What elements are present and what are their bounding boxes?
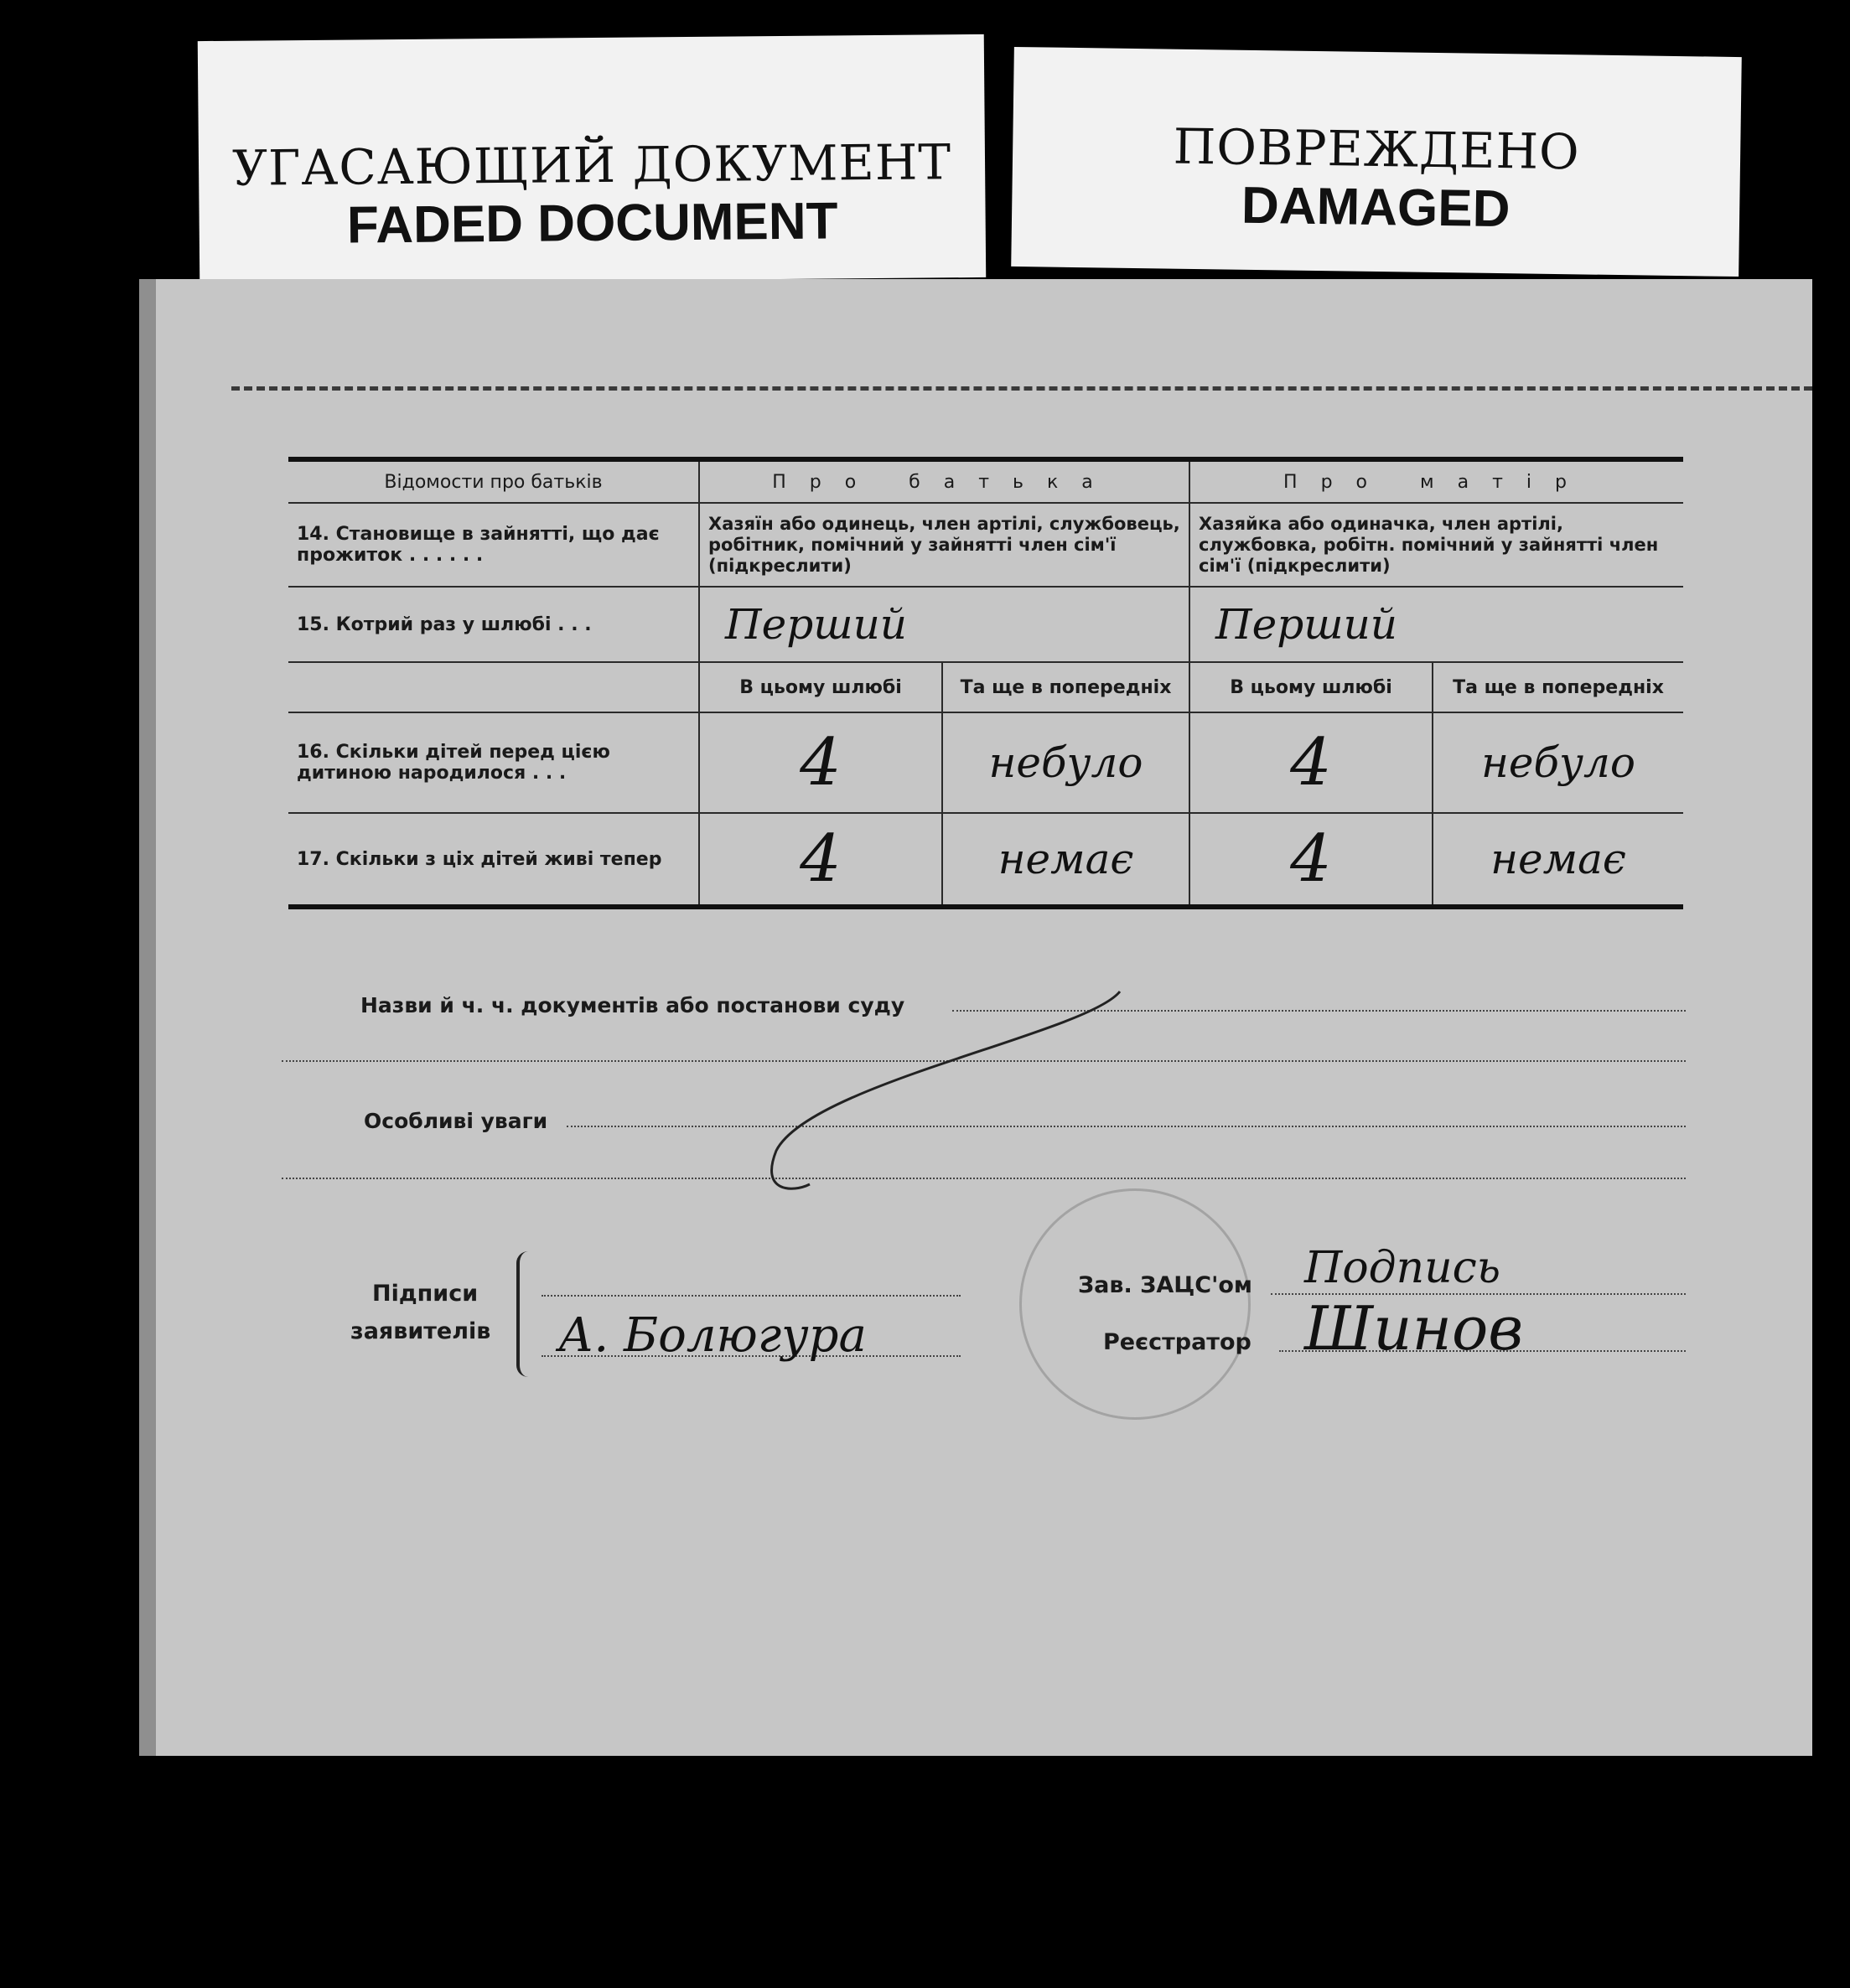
applicants-label-2: заявителів [350,1318,491,1344]
subheader-mother-this: В цьому шлюбі [1189,662,1433,712]
q15-label: 15. Котрий раз у шлюбі . . . [288,587,699,662]
applicant-signature: А. Болюгура [558,1308,867,1363]
q16-father-prev: небуло [942,712,1189,813]
cancel-stroke [156,279,1829,1756]
q16-father-this: 4 [699,712,942,813]
q15-father-value: Перший [699,587,1189,662]
subheader-father-prev: Та ще в попередніх [942,662,1189,712]
applicants-label-1: Підписи [372,1281,479,1307]
registrar-signature: Шинов [1304,1293,1524,1364]
damaged-label [1011,47,1742,277]
subheader-mother-prev: Та ще в попередніх [1433,662,1683,712]
faded-label-ru: УГАСАЮЩИЙ ДОКУМЕНТ [231,133,952,197]
registrar-label: Реєстратор [1103,1329,1251,1355]
q14-father-options: Хазяїн або одинець, член артілі, службовець, робітник, помічний у зайнятті член сім'ї (підкреслити) [699,503,1189,587]
faded-label-en: FADED DOCUMENT [346,192,838,255]
header-parents-info: Відомости про батьків [288,459,699,503]
faded-document-label [198,34,986,284]
q14-mother-options: Хазяйка або одиначка, член артілі, службовка, робітн. помічний у зайнятті член сім'ї (підкреслити) [1189,503,1683,587]
q14-label: 14. Становище в зайнятті, що дає прожиток . . . . . . [288,503,699,587]
q17-mother-this: 4 [1189,813,1433,907]
subheader-father-this: В цьому шлюбі [699,662,942,712]
damaged-label-en: DAMAGED [1241,176,1511,239]
q17-father-this: 4 [699,813,942,907]
q16-mother-this: 4 [1189,712,1433,813]
q16-label: 16. Скільки дітей перед цією дитиною народилося . . . [288,712,699,813]
q17-mother-prev: немає [1433,813,1683,907]
head-label: Зав. ЗАЦС'ом [1078,1272,1252,1298]
q16-mother-prev: небуло [1433,712,1683,813]
q17-label: 17. Скільки з ціх дітей живі тепер [288,813,699,907]
document-sheet [139,279,1812,1756]
head-signature: Подпись [1304,1243,1501,1293]
q17-father-prev: немає [942,813,1189,907]
q15-mother-value: Перший [1189,587,1683,662]
header-father: Про батька [699,459,1189,503]
documents-label: Назви й ч. ч. документів або постанови суду [360,993,905,1017]
remarks-label: Особливі уваги [364,1109,548,1133]
damaged-label-ru: ПОВРЕЖДЕНО [1173,117,1581,181]
header-mother: Про матір [1189,459,1683,503]
